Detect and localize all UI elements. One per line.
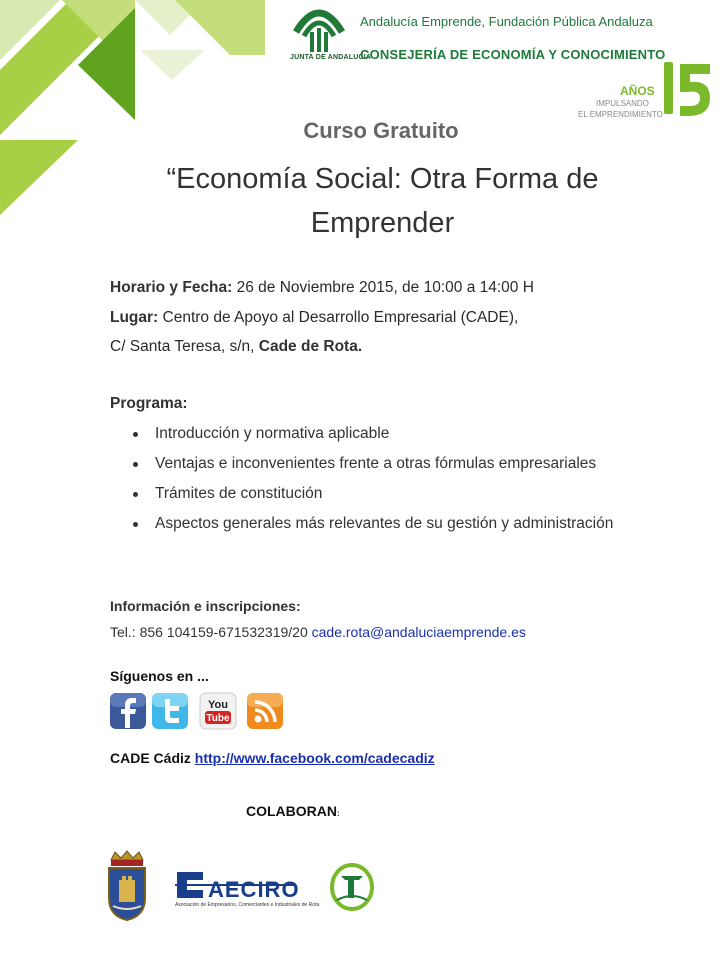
address-row xyxy=(110,338,362,356)
programa-list xyxy=(133,423,613,543)
list-item: Introducción y normativa aplicable xyxy=(133,423,613,453)
cade-row xyxy=(110,750,435,766)
place-value: Centro de Apoyo al Desarrollo Empresarial (CADE), xyxy=(158,309,519,326)
aeciro-subtitle: Asociación de Empresarios, Comerciantes e Industriales de Rota xyxy=(175,902,320,908)
list-item: Aspectos generales más relevantes de su gestión y administración xyxy=(133,513,613,543)
andalucia-oriente-logo xyxy=(329,862,375,912)
colaboran-heading xyxy=(246,803,340,819)
schedule-value: 26 de Noviembre 2015, de 10:00 a 14:00 H xyxy=(232,279,534,296)
course-label: Curso Gratuito xyxy=(303,118,459,143)
youtube-text-top: You xyxy=(208,699,228,711)
course-title: “Economía Social: Otra Forma de Emprender xyxy=(166,163,599,239)
list-item: Trámites de constitución xyxy=(133,483,613,513)
address-bold: Cade de Rota. xyxy=(258,338,363,355)
rota-coat-of-arms-logo xyxy=(105,850,149,922)
facebook-link[interactable]: http://www.facebook.com/cadecadiz xyxy=(194,750,435,766)
place-row xyxy=(110,309,518,327)
schedule-label: Horario y Fecha: xyxy=(110,279,233,296)
address-value: C/ Santa Teresa, s/n, xyxy=(110,338,259,355)
schedule-row xyxy=(110,279,534,297)
colaboran-label: COLABORAN xyxy=(246,803,337,819)
cade-label: CADE Cádiz xyxy=(110,750,195,766)
junta-caption: JUNTA DE ANDALUCIA xyxy=(290,54,372,61)
aeciro-name: AECIRO xyxy=(208,877,300,902)
youtube-icon[interactable] xyxy=(199,692,237,730)
badge-line1: IMPULSANDO xyxy=(596,99,649,108)
badge-anos: AÑOS xyxy=(620,84,655,98)
org-name: Andalucía Emprende, Fundación Pública Andaluza xyxy=(360,14,653,29)
twitter-icon[interactable] xyxy=(151,692,189,730)
email-link[interactable]: cade.rota@andaluciaemprende.es xyxy=(311,624,526,640)
fifteen-years-logo xyxy=(660,60,714,118)
list-item: Ventajas e inconvenientes frente a otras fórmulas empresariales xyxy=(133,453,613,483)
contact-heading: Información e inscripciones: xyxy=(110,598,301,614)
contact-row xyxy=(110,624,526,640)
phone-numbers: Tel.: 856 104159-671532319/20 xyxy=(110,624,312,640)
rss-icon[interactable] xyxy=(246,692,284,730)
place-label: Lugar: xyxy=(110,309,159,326)
consejeria-name: CONSEJERÍA DE ECONOMÍA Y CONOCIMIENTO xyxy=(360,47,666,62)
facebook-icon[interactable] xyxy=(109,692,147,730)
colaboran-colon: : xyxy=(337,809,340,818)
youtube-text-bottom: Tube xyxy=(206,713,230,724)
badge-line2: EL EMPRENDIMIENTO xyxy=(578,110,663,119)
programa-heading: Programa: xyxy=(110,395,188,412)
follow-heading: Síguenos en ... xyxy=(110,668,209,684)
